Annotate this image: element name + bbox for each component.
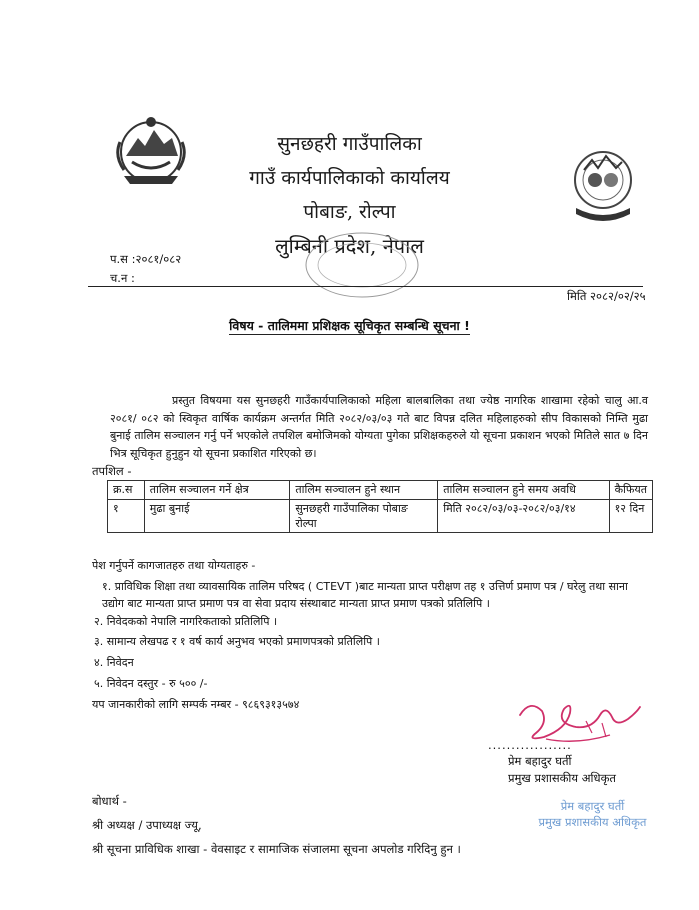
cell-remarks: १२ दिन (609, 500, 652, 533)
office-address: पोबाङ, रोल्पा (303, 201, 396, 223)
col-header-area: तालिम सञ्चालन गर्ने क्षेत्र (144, 481, 290, 500)
contact-line: यप जानकारीको लागि सम्पर्क नम्बर - ९८६९३१३५७४ (92, 698, 300, 711)
cc-line-1: श्री अध्यक्ष / उपाध्यक्ष ज्यू, (92, 818, 202, 832)
requirements-title: पेश गर्नुपर्ने कागजातहरु तथा योग्यताहरु - (92, 559, 256, 572)
requirement-item-1: १. प्राविधिक शिक्षा तथा व्यावसायिक तालिम परिषद ( CTEVT )बाट मान्यता प्राप्त परीक्षण तह १ उत्तिर्ण प्रमाण पत्र / घरेलु तथा साना उद्योग बाट मान्यता प्राप्त प्रमाण पत्र वा सेवा प्रदाय संस्थाबाट मान्यता प्राप्त प्रमाण पत्रको प्रतिलिपि । (102, 580, 628, 610)
dispatch-number: च.न : (110, 271, 135, 285)
requirement-item-2: २. निवेदकको नेपालि नागरिकताको प्रतिलिपि । (94, 615, 278, 628)
cc-label: बोधार्थ - (92, 794, 127, 808)
table-row (108, 500, 653, 533)
stamp-name: प्रेम बहादुर घर्ती (560, 799, 625, 813)
subject-line (0, 317, 699, 334)
cell-sn: १ (108, 500, 145, 533)
cell-area: मुढा बुनाई (144, 500, 290, 533)
cell-duration: मिति २०८२/०३/०३-२०८२/०३/१४ (438, 500, 609, 533)
office-seal-stamp (302, 230, 422, 300)
body-text: प्रस्तुत विषयमा यस सुनछहरी गाउँकार्यपालिकाको महिला बालबालिका तथा ज्येष्ठ नागरिक शाखामा रहेको चालु आ.व २०८१/ ०८२ को स्विकृत वार्षिक कार्यक्रम अन्तर्गत मिति २०८२/०३/०३ गते बाट विपन्न दलित महिलाहरुको सीप विकासको निम्ति मुढा बुनाई तालिम सञ्चालन गर्नु पर्ने भएकोले तपशिल बमोजिमको योग्यता पुगेका प्रशिक्षकहरुले यो सूचना प्रकाशन भएको मितिले सात ७ दिन भित्र सूचिकृत हुनुहुन यो सूचना प्रकाशित गरिएको छ। (110, 394, 648, 460)
cc-line-2: श्री सूचना प्राविधिक शाखा - वेवसाइट र सामाजिक संजालमा सूचना अपलोड गरिदिनु हुन । (92, 842, 461, 856)
signature-dots: .................. (488, 738, 572, 752)
reference-number: प.स :२०८१/०८२ (110, 252, 182, 266)
header-divider (88, 286, 643, 287)
training-table (107, 480, 653, 533)
requirement-item-4: ४. निवेदन (94, 656, 134, 669)
document-date: मिति २०८२/०२/२५ (567, 289, 646, 303)
subject-text: विषय - तालिममा प्रशिक्षक सूचिकृत सम्बन्धि सूचना ! (229, 318, 470, 333)
col-header-location: तालिम सञ्चालन हुने स्थान (290, 481, 438, 500)
table-header-row (108, 481, 653, 500)
office-name: गाउँ कार्यपालिकाको कार्यालय (249, 167, 450, 189)
officer-name-stamp (520, 798, 665, 830)
requirement-item-5: ५. निवेदन दस्तुर - रु ५०० /- (94, 677, 208, 690)
cell-location: सुनछहरी गाउँपालिका पोबाङ रोल्पा (290, 500, 438, 533)
signatory-title: प्रमुख प्रशासकीय अधिकृत (508, 771, 616, 785)
col-header-duration: तालिम सञ्चालन हुने समय अवधि (438, 481, 609, 500)
stamp-title: प्रमुख प्रशासकीय अधिकृत (538, 815, 647, 829)
body-paragraph (110, 392, 648, 462)
col-header-sn: क्र.स (108, 481, 145, 500)
tapsil-label: तपशिल - (92, 464, 132, 478)
province-country: लुम्बिनी प्रदेश, नेपाल (275, 234, 424, 258)
col-header-remarks: कैफियत (609, 481, 652, 500)
signatory-name: प्रेम बहादुर घर्ती (508, 754, 572, 768)
municipality-name: सुनछहरी गाउँपालिका (277, 133, 422, 155)
requirement-item-3: ३. सामान्य लेखपढ र १ वर्ष कार्य अनुभव भएको प्रमाणपत्रको प्रतिलिपि । (94, 635, 380, 648)
